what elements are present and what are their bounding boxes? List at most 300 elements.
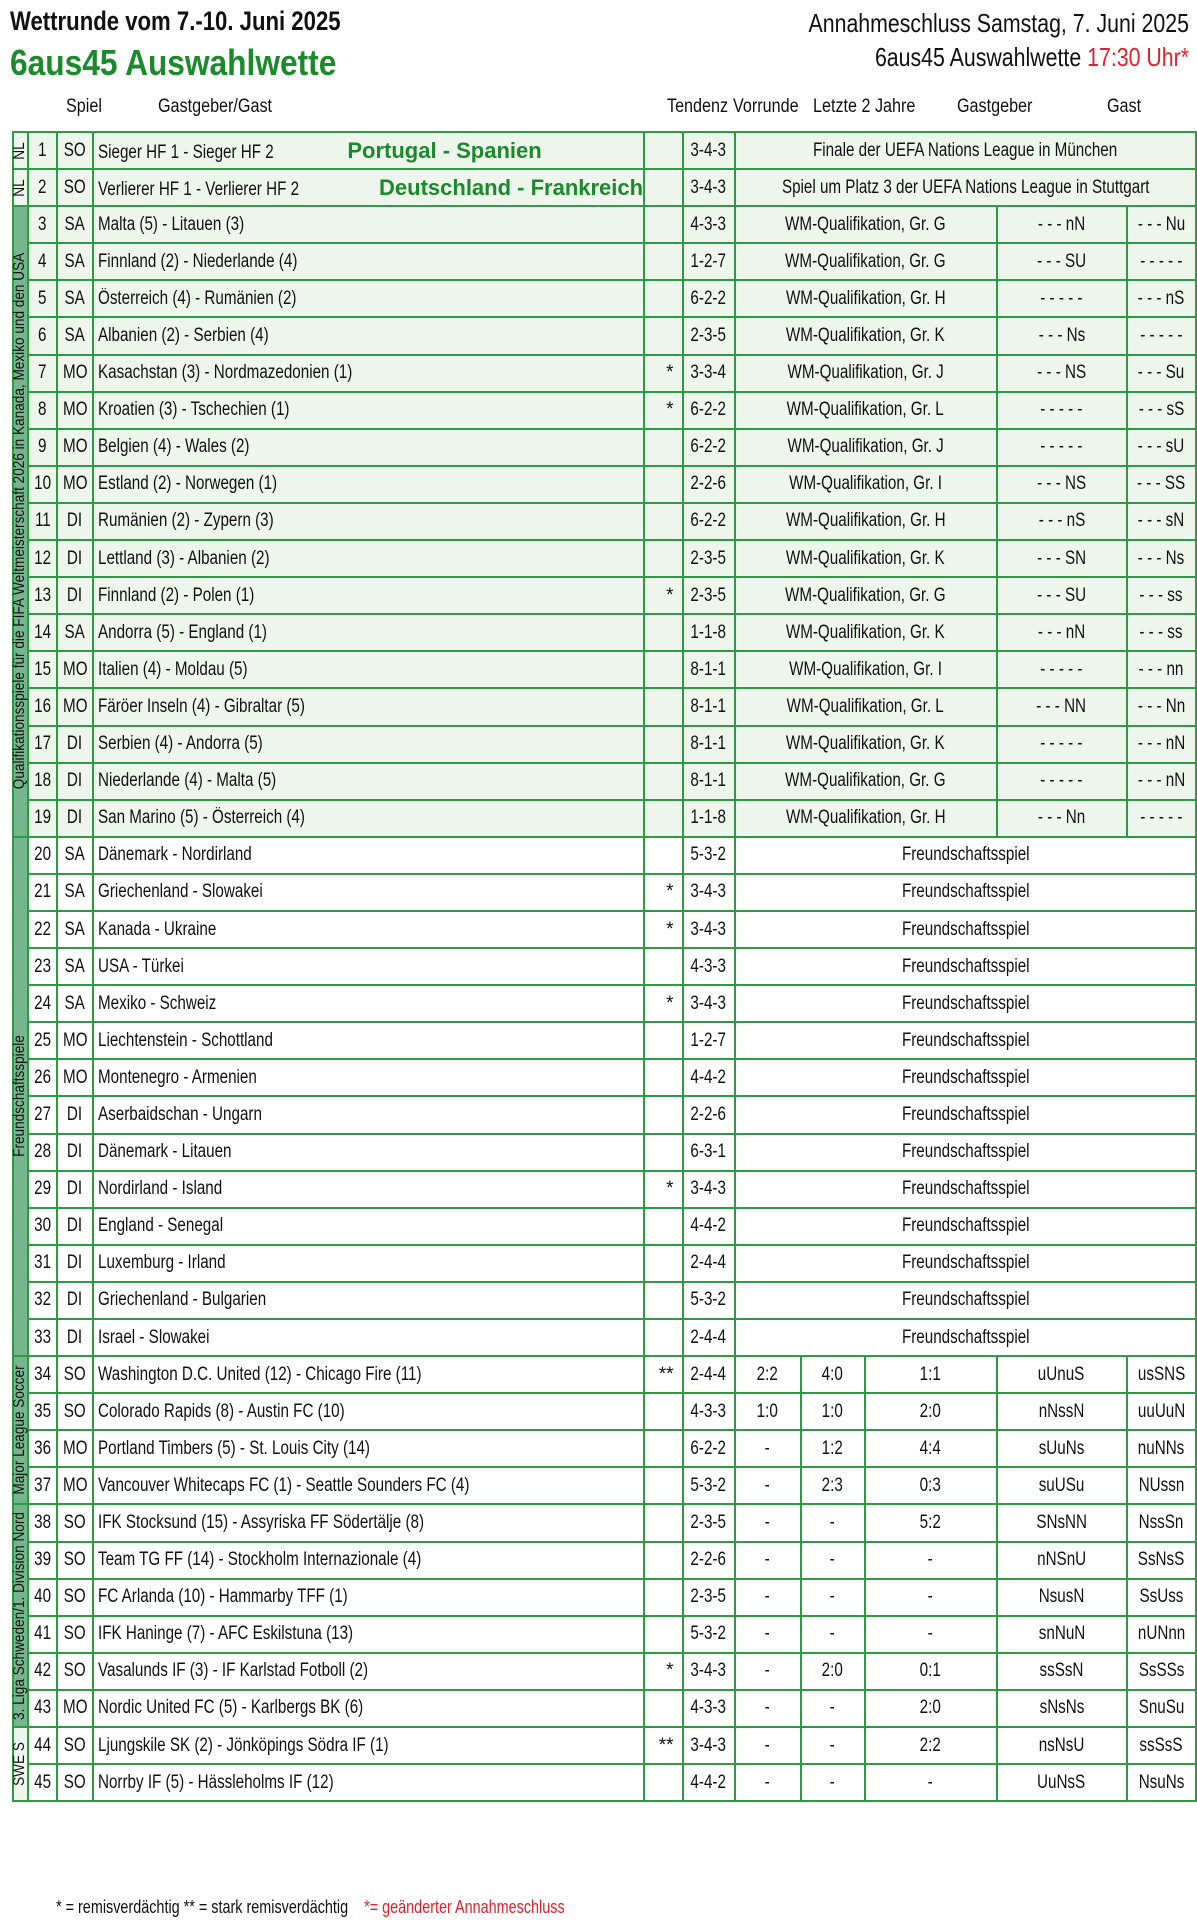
last-result-2-text: - (927, 1549, 934, 1571)
competition-text: Freundschaftsspiel (901, 1066, 1030, 1088)
match-teams-text: Färöer Inseln (4) - Gibraltar (5) (97, 695, 305, 717)
guest-form-text: - - - - - (1140, 250, 1183, 272)
match-teams-text: Kanada - Ukraine (97, 918, 217, 940)
tendency-text: 5-3-2 (690, 1623, 727, 1645)
match-teams-text: USA - Türkei (97, 955, 184, 977)
last-result-2 (865, 1393, 997, 1430)
tendency (683, 1356, 735, 1393)
game-day-text: MO (62, 658, 88, 680)
table-row (13, 206, 1196, 243)
draw-marker (644, 688, 682, 725)
game-number-text: 42 (34, 1660, 51, 1682)
group-label-text: Major League Soccer (11, 1365, 29, 1495)
last-result-2 (865, 1579, 997, 1616)
game-day (57, 837, 93, 874)
prelim-result-text: - (764, 1549, 771, 1571)
host-form-text: - - - - - (1040, 287, 1083, 309)
match-teams-text: Malta (5) - Litauen (3) (97, 213, 244, 235)
match-teams (93, 355, 644, 392)
competition-text: WM-Qualifikation, Gr. J (787, 436, 944, 458)
match-teams-text: Kroatien (3) - Tschechien (1) (97, 399, 290, 421)
match-teams (93, 614, 644, 651)
game-day-text: DI (67, 1252, 83, 1274)
tendency (683, 1022, 735, 1059)
draw-marker (644, 280, 682, 317)
competition (735, 1245, 1196, 1282)
tendency-text: 4-3-3 (690, 1400, 727, 1422)
prelim-result-text: - (764, 1697, 771, 1719)
competition (735, 206, 997, 243)
competition-text: WM-Qualifikation, Gr. H (785, 510, 946, 532)
guest-form (1127, 763, 1196, 800)
competition (735, 985, 1196, 1022)
game-number (28, 1022, 57, 1059)
game-number (28, 651, 57, 688)
col-header-letzte2: Letzte 2 Jahre (813, 96, 916, 117)
guest-form-text: - - - Ns (1138, 547, 1185, 569)
last-result-1 (801, 1542, 865, 1579)
last-result-2 (865, 1764, 997, 1801)
game-number-text: 26 (34, 1066, 51, 1088)
competition-text: Freundschaftsspiel (901, 881, 1030, 903)
tendency (683, 1504, 735, 1541)
game-number (28, 169, 57, 206)
last-result-1-text: - (829, 1586, 836, 1608)
tendency-text: 5-3-2 (690, 1289, 727, 1311)
prelim-result (735, 1542, 801, 1579)
prelim-result (735, 1727, 801, 1764)
game-day-text: SA (64, 250, 86, 272)
guest-form-text: SsSSs (1138, 1660, 1185, 1682)
table-row (13, 726, 1196, 763)
competition (735, 614, 997, 651)
game-number (28, 1096, 57, 1133)
guest-form (1127, 800, 1196, 837)
match-teams (93, 1171, 644, 1208)
host-form-text: - - - SU (1037, 584, 1087, 606)
guest-form (1127, 1764, 1196, 1801)
last-result-2-text: 2:2 (919, 1734, 942, 1756)
draw-marker (644, 540, 682, 577)
game-day (57, 651, 93, 688)
guest-form (1127, 1467, 1196, 1504)
table-row (13, 874, 1196, 911)
game-number (28, 1727, 57, 1764)
game-day (57, 206, 93, 243)
prelim-result-text: - (764, 1474, 771, 1496)
game-number-text: 30 (34, 1215, 51, 1237)
last-result-2-text: 2:0 (919, 1697, 942, 1719)
match-teams (93, 132, 644, 169)
draw-marker: * (644, 985, 682, 1022)
last-result-1 (801, 1727, 865, 1764)
match-teams-text: England - Senegal (97, 1215, 223, 1237)
tendency (683, 243, 735, 280)
tendency (683, 688, 735, 725)
table-row (13, 948, 1196, 985)
game-number-text: 15 (34, 658, 51, 680)
draw-marker (644, 1616, 682, 1653)
game-number-text: 19 (34, 807, 51, 829)
deadline-prefix: 6aus45 Auswahlwette (874, 42, 1082, 72)
last-result-1-text: - (829, 1549, 836, 1571)
game-number (28, 243, 57, 280)
tendency-text: 6-2-2 (690, 287, 727, 309)
tendency-text: 4-4-2 (690, 1771, 727, 1793)
game-day (57, 911, 93, 948)
guest-form (1127, 726, 1196, 763)
host-form (997, 800, 1127, 837)
last-result-2-text: - (927, 1623, 934, 1645)
game-day-text: SO (63, 1400, 86, 1422)
match-teams (93, 911, 644, 948)
table-row (13, 280, 1196, 317)
table-row (13, 577, 1196, 614)
match-teams (93, 392, 644, 429)
tendency-text: 8-1-1 (690, 695, 727, 717)
competition-text: WM-Qualifikation, Gr. I (789, 473, 942, 495)
last-result-1 (801, 1579, 865, 1616)
last-result-2-text: 0:3 (919, 1474, 942, 1496)
game-number (28, 132, 57, 169)
tendency (683, 577, 735, 614)
tendency (683, 800, 735, 837)
match-teams-text: Italien (4) - Moldau (5) (97, 658, 248, 680)
tendency (683, 132, 735, 169)
match-teams-text: Nordirland - Island (97, 1178, 222, 1200)
tendency (683, 763, 735, 800)
competition-text: WM-Qualifikation, Gr. G (785, 584, 946, 606)
tendency-text: 6-3-1 (690, 1141, 727, 1163)
guest-form-text: NUssn (1138, 1474, 1185, 1496)
competition-text: Freundschaftsspiel (901, 1178, 1030, 1200)
game-day (57, 1579, 93, 1616)
game-number (28, 948, 57, 985)
actual-pairing: Deutschland - Frankreich (379, 174, 644, 200)
game-number (28, 392, 57, 429)
table-row (13, 1467, 1196, 1504)
draw-marker (644, 1282, 682, 1319)
match-teams-text: Luxemburg - Irland (97, 1252, 226, 1274)
last-result-2 (865, 1504, 997, 1541)
table-row (13, 1764, 1196, 1801)
match-teams-text: Estland (2) - Norwegen (1) (97, 473, 277, 495)
draw-marker (644, 169, 682, 206)
game-day (57, 1430, 93, 1467)
guest-form (1127, 392, 1196, 429)
col-header-vorrunde: Vorrunde (733, 96, 799, 117)
last-result-2 (865, 1653, 997, 1690)
game-number (28, 911, 57, 948)
tendency-text: 2-4-4 (690, 1326, 727, 1348)
table-row (13, 540, 1196, 577)
game-day (57, 726, 93, 763)
game-number (28, 206, 57, 243)
last-result-2-text: 0:1 (919, 1660, 942, 1682)
tendency-text: 3-4-3 (690, 1734, 727, 1756)
table-row (13, 1393, 1196, 1430)
prelim-result-text: - (764, 1734, 771, 1756)
match-teams (93, 948, 644, 985)
guest-form (1127, 1542, 1196, 1579)
match-teams-text: Dänemark - Litauen (97, 1141, 232, 1163)
match-teams-text: Liechtenstein - Schottland (97, 1029, 273, 1051)
last-result-1 (801, 1393, 865, 1430)
game-day (57, 1022, 93, 1059)
tendency-text: 2-2-6 (690, 1103, 727, 1125)
game-day (57, 1393, 93, 1430)
tendency (683, 280, 735, 317)
guest-form-text: NsuNs (1138, 1771, 1185, 1793)
game-number (28, 874, 57, 911)
prelim-result (735, 1356, 801, 1393)
game-day (57, 132, 93, 169)
host-form (997, 280, 1127, 317)
game-number (28, 985, 57, 1022)
group-label (13, 837, 28, 1356)
tendency-text: 2-3-5 (690, 547, 727, 569)
draw-marker (644, 1467, 682, 1504)
competition (735, 726, 997, 763)
prelim-result-text: - (764, 1771, 771, 1793)
competition-text: Freundschaftsspiel (901, 1326, 1030, 1348)
guest-form-text: - - - SS (1137, 473, 1186, 495)
deadline-line: Annahmeschluss Samstag, 7. Juni 2025 (808, 8, 1189, 38)
last-result-1-text: - (829, 1771, 836, 1793)
game-number (28, 317, 57, 354)
competition (735, 948, 1196, 985)
competition (735, 169, 1196, 206)
match-teams-text: Finnland (2) - Polen (1) (97, 584, 255, 606)
table-row (13, 1059, 1196, 1096)
game-number (28, 1208, 57, 1245)
game-number (28, 1319, 57, 1356)
guest-form-text: - - - - - (1140, 325, 1183, 347)
guest-form-text: SsNsS (1138, 1549, 1185, 1571)
tendency (683, 1727, 735, 1764)
draw-marker (644, 1022, 682, 1059)
tendency (683, 1208, 735, 1245)
host-form-text: - - - - - (1040, 658, 1083, 680)
guest-form (1127, 540, 1196, 577)
game-number (28, 1282, 57, 1319)
match-teams-text: Norrby IF (5) - Hässleholms IF (12) (97, 1771, 334, 1793)
match-teams (93, 1542, 644, 1579)
game-number-text: 44 (34, 1734, 51, 1756)
guest-form (1127, 577, 1196, 614)
tendency-text: 2-3-5 (690, 1586, 727, 1608)
game-day (57, 1059, 93, 1096)
game-number-text: 43 (34, 1697, 51, 1719)
last-result-1-text: 2:0 (821, 1660, 844, 1682)
host-form-text: - - - SU (1037, 250, 1087, 272)
game-number (28, 355, 57, 392)
last-result-2 (865, 1727, 997, 1764)
game-day (57, 429, 93, 466)
group-label-text: Qualifikationsspiele für die FIFA Weltmeisterschaft 2026 in Kanada, Mexiko und den USA (11, 253, 29, 790)
match-teams-text: Rumänien (2) - Zypern (3) (97, 510, 274, 532)
game-day (57, 317, 93, 354)
guest-form-text: SsUss (1139, 1586, 1184, 1608)
last-result-1 (801, 1764, 865, 1801)
tendency (683, 1096, 735, 1133)
game-day (57, 1727, 93, 1764)
group-label-text: NL (11, 178, 29, 197)
game-day (57, 800, 93, 837)
competition-text: Freundschaftsspiel (901, 918, 1030, 940)
guest-form-text: - - - sS (1138, 399, 1185, 421)
competition (735, 874, 1196, 911)
competition-text: WM-Qualifikation, Gr. K (786, 547, 945, 569)
col-header-tendenz: Tendenz (667, 96, 729, 117)
game-day-text: SO (63, 1512, 86, 1534)
match-teams (93, 1616, 644, 1653)
match-teams (93, 726, 644, 763)
tendency (683, 466, 735, 503)
guest-form-text: - - - ss (1139, 584, 1183, 606)
guest-form (1127, 243, 1196, 280)
game-day-text: SA (64, 621, 86, 643)
game-day (57, 1653, 93, 1690)
last-result-1 (801, 1653, 865, 1690)
competition (735, 1208, 1196, 1245)
game-number-text: 40 (34, 1586, 51, 1608)
competition (735, 243, 997, 280)
table-row (13, 1022, 1196, 1059)
guest-form (1127, 1356, 1196, 1393)
match-teams-text: Sieger HF 1 - Sieger HF 2 (97, 141, 274, 163)
game-number (28, 1542, 57, 1579)
game-day (57, 1171, 93, 1208)
match-teams (93, 800, 644, 837)
tendency-text: 6-2-2 (690, 510, 727, 532)
guest-form-text: - - - nn (1138, 658, 1184, 680)
game-number (28, 1653, 57, 1690)
match-teams (93, 651, 644, 688)
host-form (997, 1356, 1127, 1393)
table-row (13, 1208, 1196, 1245)
game-number (28, 1690, 57, 1727)
competition-text: WM-Qualifikation, Gr. J (787, 362, 944, 384)
tendency (683, 355, 735, 392)
game-number (28, 503, 57, 540)
guest-form-text: - - - nN (1137, 733, 1185, 755)
table-row (13, 1282, 1196, 1319)
footer-legend (56, 1897, 565, 1918)
deadline-detail (875, 42, 1189, 73)
host-form (997, 577, 1127, 614)
game-number-text: 18 (34, 770, 51, 792)
draw-marker (644, 651, 682, 688)
game-number-text: 37 (34, 1474, 51, 1496)
tendency-text: 6-2-2 (690, 399, 727, 421)
host-form-text: snNuN (1038, 1623, 1085, 1645)
host-form-text: nNssN (1038, 1400, 1085, 1422)
game-day (57, 1542, 93, 1579)
tendency (683, 429, 735, 466)
guest-form-text: - - - sN (1138, 510, 1185, 532)
last-result-1-text: 2:3 (821, 1474, 844, 1496)
game-number-text: 21 (34, 881, 51, 903)
host-form-text: - - - - - (1040, 770, 1083, 792)
prelim-result (735, 1653, 801, 1690)
game-day (57, 540, 93, 577)
game-day (57, 1208, 93, 1245)
group-label (13, 206, 28, 837)
competition-text: WM-Qualifikation, Gr. H (785, 287, 946, 309)
draw-marker: ** (644, 1727, 682, 1764)
draw-marker (644, 726, 682, 763)
match-teams (93, 1282, 644, 1319)
guest-form (1127, 651, 1196, 688)
game-number-text: 4 (38, 250, 47, 272)
competition (735, 280, 997, 317)
game-day (57, 243, 93, 280)
game-day-text: MO (62, 1437, 88, 1459)
host-form (997, 614, 1127, 651)
host-form (997, 1467, 1127, 1504)
draw-marker (644, 1579, 682, 1616)
match-teams (93, 1356, 644, 1393)
tendency-text: 5-3-2 (690, 844, 727, 866)
draw-marker: * (644, 577, 682, 614)
game-number (28, 1579, 57, 1616)
game-number-text: 32 (34, 1289, 51, 1311)
draw-marker (644, 763, 682, 800)
table-row (13, 503, 1196, 540)
guest-form-text: NssSn (1138, 1512, 1184, 1534)
col-header-gastgeber-gast: Gastgeber/Gast (158, 96, 273, 117)
competition (735, 392, 997, 429)
guest-form (1127, 355, 1196, 392)
competition (735, 1319, 1196, 1356)
table-row (13, 317, 1196, 354)
tendency (683, 206, 735, 243)
tendency (683, 1134, 735, 1171)
guest-form-text: usSNS (1137, 1363, 1185, 1385)
host-form (997, 1653, 1127, 1690)
host-form-text: suUSu (1038, 1474, 1085, 1496)
competition (735, 763, 997, 800)
game-day (57, 874, 93, 911)
game-day-text: DI (67, 547, 83, 569)
draw-marker (644, 1542, 682, 1579)
guest-form-text: - - - - - (1140, 807, 1183, 829)
game-number-text: 27 (34, 1103, 51, 1125)
prelim-result (735, 1430, 801, 1467)
tendency (683, 1245, 735, 1282)
game-number-text: 12 (34, 547, 51, 569)
tendency (683, 726, 735, 763)
host-form-text: - - - NS (1037, 473, 1087, 495)
host-form (997, 503, 1127, 540)
game-number-text: 45 (34, 1771, 51, 1793)
competition-text: WM-Qualifikation, Gr. I (789, 658, 942, 680)
game-day-text: SA (64, 213, 86, 235)
guest-form-text: nuNNs (1138, 1437, 1185, 1459)
draw-marker (644, 1430, 682, 1467)
prelim-result (735, 1467, 801, 1504)
guest-form-text: ssSsS (1139, 1734, 1183, 1756)
competition-text: WM-Qualifikation, Gr. L (786, 695, 945, 717)
game-number-text: 20 (34, 844, 51, 866)
match-teams-text: Vancouver Whitecaps FC (1) - Seattle Sounders FC (4) (97, 1474, 470, 1496)
match-teams (93, 577, 644, 614)
last-result-2 (865, 1542, 997, 1579)
deadline-time: 17:30 Uhr* (1087, 42, 1189, 72)
group-label-text: 3. Liga Schweden/1. Division Nord (11, 1511, 29, 1720)
col-header-gastgeber: Gastgeber (957, 96, 1033, 117)
